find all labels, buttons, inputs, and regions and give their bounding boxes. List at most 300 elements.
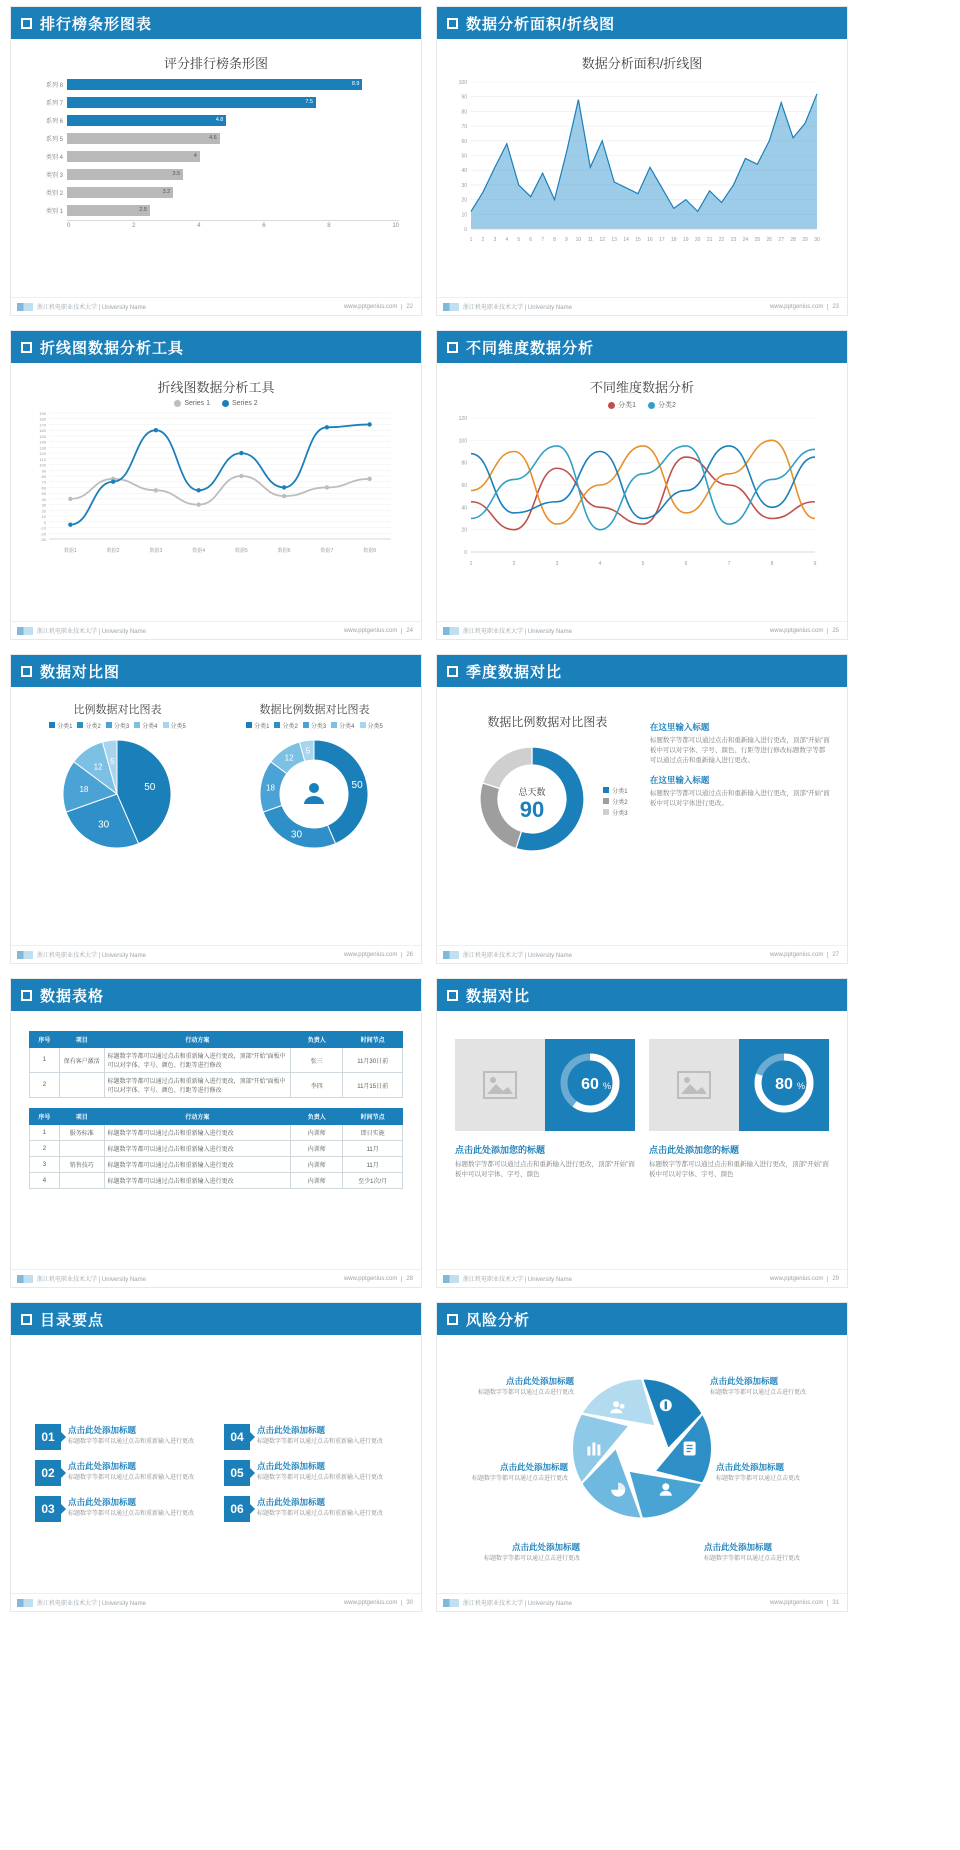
table-header-cell: 项目: [59, 1109, 104, 1125]
legend-item: 分类1: [246, 721, 269, 730]
slide-footer: [437, 1269, 847, 1287]
school-logo-icon: [443, 951, 459, 959]
table-cell: 4: [30, 1173, 60, 1189]
axis-tick: 6: [262, 223, 266, 229]
svg-text:40: 40: [41, 496, 46, 502]
pie-row: [19, 697, 413, 859]
slide-data-comparison-pies: [10, 654, 422, 964]
square-icon: [447, 18, 458, 29]
svg-text:90: 90: [520, 797, 545, 822]
slide-footer: [11, 945, 421, 963]
footer-org: 浙江机电职业技术大学 | University Name: [37, 1601, 146, 1607]
square-icon: [21, 18, 32, 29]
table-cell: 内训师: [291, 1157, 343, 1173]
square-icon: [21, 666, 32, 677]
svg-text:120: 120: [39, 451, 46, 457]
slide-header: [11, 655, 421, 687]
table-header-cell: 时间节点: [343, 1032, 403, 1048]
bar-chart: [19, 76, 413, 229]
slide-risk-analysis: [436, 1302, 848, 1612]
table-cell: 至少1次/月: [343, 1173, 403, 1189]
table-cell: 内训师: [291, 1125, 343, 1141]
progress-ring-wrap: [739, 1039, 829, 1131]
svg-text:40: 40: [461, 505, 467, 512]
footer-right: [770, 1600, 839, 1606]
bar-category: 类别 1: [45, 208, 63, 215]
svg-text:7: 7: [541, 237, 544, 243]
table-cell: 标题数字等都可以通过点击和重新输入进行更改: [104, 1125, 291, 1141]
pie-legend: [23, 721, 212, 730]
table-cell: 销售技巧: [59, 1157, 104, 1173]
catalog-grid: [19, 1410, 413, 1522]
svg-text:数据3: 数据3: [149, 548, 163, 554]
svg-text:70: 70: [461, 124, 467, 131]
chart-title: 数据比例数据对比图表: [487, 715, 608, 729]
area-chart: [445, 76, 839, 256]
bar-fill: [67, 151, 200, 162]
school-logo-icon: [17, 1275, 33, 1283]
svg-text:190: 190: [39, 411, 46, 416]
slide-header: [11, 7, 421, 39]
risk-label-6: [704, 1541, 819, 1564]
table-header-row: [30, 1109, 403, 1125]
svg-text:4: 4: [505, 237, 509, 243]
footer-org: 浙江机电职业技术大学 | University Name: [463, 953, 572, 959]
bar-fill: [67, 133, 220, 144]
legend-item: 分类2: [77, 721, 100, 730]
svg-text:70: 70: [41, 479, 46, 485]
bar-category: 系列 5: [45, 136, 63, 143]
svg-text:29: 29: [802, 237, 808, 243]
svg-text:17: 17: [659, 237, 665, 243]
slide-footer: [437, 297, 847, 315]
bar-track: [67, 151, 399, 162]
svg-text:6: 6: [684, 561, 688, 567]
chart-title: 数据比例数据对比图表: [259, 704, 370, 716]
footer-left: [443, 626, 572, 635]
svg-text:80: 80: [775, 1075, 793, 1093]
table-cell: 标题数字等都可以通过点击和重新输入进行更改，顶部“开始”面板中可以对字体、字号、颜色、行距等进行修改: [104, 1048, 291, 1073]
catalog-body: 标题数字等都可以通过点击和重新输入进行更改: [257, 1511, 384, 1517]
svg-text:16: 16: [647, 237, 653, 243]
data-table-2: [29, 1108, 403, 1189]
bar-value: 3.2: [162, 188, 171, 195]
slide-title: 排行榜条形图表: [40, 15, 153, 33]
svg-text:12: 12: [599, 237, 606, 243]
risk-label-text: 标题数字等都可以通过点击进行更改: [483, 1556, 580, 1562]
svg-text:3: 3: [555, 561, 559, 567]
slide-title: 数据对比: [466, 987, 531, 1005]
slide-data-tables: [10, 978, 422, 1288]
footer-site: www.pptgenius.com: [769, 303, 824, 310]
footer-right: [344, 1600, 413, 1606]
table-row: [30, 1048, 403, 1073]
svg-text:-10: -10: [40, 525, 46, 531]
svg-text:21: 21: [706, 237, 713, 243]
svg-text:1: 1: [469, 237, 473, 243]
slide-footer: [11, 297, 421, 315]
slide-ranking-bar: [10, 6, 422, 316]
svg-text:30: 30: [98, 819, 110, 831]
catalog-body: 标题数字等都可以通过点击和重新输入进行更改: [68, 1475, 195, 1481]
bar-value: 7.5: [305, 98, 313, 105]
risk-label-2: [710, 1375, 825, 1398]
school-logo-icon: [17, 627, 33, 635]
svg-text:11: 11: [587, 237, 593, 243]
bar-value: 4.8: [215, 116, 224, 123]
slide-body: [11, 1011, 421, 1269]
risk-label-title: 点击此处添加标题: [499, 1462, 568, 1472]
table-cell: 11月15日前: [343, 1073, 403, 1098]
table-cell: 李四: [291, 1073, 343, 1098]
page-number: 30: [401, 1600, 413, 1606]
slide-progress-compare: [436, 978, 848, 1288]
bar-track: [67, 133, 399, 144]
footer-site: www.pptgenius.com: [343, 1275, 398, 1282]
chart-title: 折线图数据分析工具: [157, 380, 275, 395]
risk-diagram: [445, 1339, 839, 1593]
bar-category: 类别 4: [45, 154, 63, 161]
svg-text:数据7: 数据7: [320, 548, 334, 554]
slide-area-chart: [436, 6, 848, 316]
footer-site: www.pptgenius.com: [343, 303, 398, 310]
slide-title: 目录要点: [40, 1311, 105, 1329]
axis-tick: 0: [67, 223, 71, 229]
page-number: 31: [827, 1600, 839, 1606]
line-chart: [19, 409, 413, 564]
catalog-title: 点击此处添加标题: [257, 1461, 326, 1471]
page-number: 27: [827, 952, 839, 958]
svg-text:30: 30: [291, 829, 303, 841]
catalog-item[interactable]: [224, 1424, 397, 1450]
table-header-cell: 负责人: [291, 1032, 343, 1048]
footer-org: 浙江机电职业技术大学 | University Name: [463, 629, 572, 635]
bar-row: [33, 76, 399, 92]
bar-category: 系列 6: [45, 118, 63, 125]
slide-title: 折线图数据分析工具: [40, 339, 185, 357]
bar-axis: [67, 220, 399, 229]
table-header-cell: 时间节点: [343, 1109, 403, 1125]
bar-track: [67, 79, 399, 90]
square-icon: [21, 990, 32, 1001]
donut-legend: [220, 721, 409, 730]
table-cell: 2: [30, 1141, 60, 1157]
svg-text:60: 60: [581, 1075, 599, 1093]
legend-item: 分类1: [49, 721, 72, 730]
school-logo-icon: [443, 627, 459, 635]
svg-text:50: 50: [41, 491, 46, 497]
table-cell: 服务标准: [59, 1125, 104, 1141]
svg-text:170: 170: [39, 422, 46, 428]
risk-label-title: 点击此处添加标题: [505, 1376, 574, 1386]
svg-text:50: 50: [461, 153, 467, 160]
table-cell: 张三: [291, 1048, 343, 1073]
page-number: 28: [401, 1276, 413, 1282]
footer-left: [443, 1598, 572, 1607]
svg-text:18: 18: [79, 784, 89, 794]
slide-header: [437, 979, 847, 1011]
table-header-cell: 项目: [59, 1032, 104, 1048]
school-logo-icon: [17, 951, 33, 959]
svg-text:25: 25: [754, 237, 761, 243]
catalog-number: 03: [35, 1496, 61, 1522]
card-text: [649, 1143, 829, 1180]
multi-line-chart: [445, 412, 839, 577]
catalog-text: [68, 1496, 194, 1522]
bar-value: 4: [193, 152, 197, 159]
bar-row: [33, 166, 399, 182]
table-row: [30, 1157, 403, 1173]
table-header-row: [30, 1032, 403, 1048]
catalog-item[interactable]: [35, 1496, 208, 1522]
svg-text:10: 10: [461, 212, 467, 219]
table-cell: 内训师: [291, 1141, 343, 1157]
bar-track: [67, 205, 399, 216]
page-number: 23: [827, 304, 839, 310]
svg-text:12: 12: [94, 762, 104, 772]
page-number: 29: [827, 1276, 839, 1282]
slide-title: 数据表格: [40, 987, 105, 1005]
card-title: 点击此处添加您的标题: [649, 1145, 740, 1155]
svg-text:28: 28: [790, 237, 796, 243]
table-header-cell: 行动方案: [104, 1109, 291, 1125]
svg-text:20: 20: [461, 527, 467, 534]
card-title: 点击此处添加您的标题: [455, 1145, 546, 1155]
square-icon: [447, 990, 458, 1001]
svg-text:22: 22: [718, 237, 725, 243]
catalog-body: 标题数字等都可以通过点击和重新输入进行更改: [68, 1439, 195, 1445]
svg-text:160: 160: [39, 428, 46, 434]
donut-chart: [220, 734, 409, 859]
legend-item: 分类4: [134, 721, 157, 730]
table-cell: [59, 1141, 104, 1157]
svg-text:数据6: 数据6: [277, 548, 291, 554]
catalog-number: 01: [35, 1424, 61, 1450]
card-row: [455, 1039, 829, 1131]
pinwheel-icon: [557, 1363, 727, 1538]
catalog-body: 标题数字等都可以通过点击和重新输入进行更改: [257, 1439, 384, 1445]
footer-org: 浙江机电职业技术大学 | University Name: [37, 1277, 146, 1283]
svg-text:24: 24: [742, 237, 749, 243]
footer-site: www.pptgenius.com: [343, 951, 398, 958]
legend-item: 分类3: [603, 808, 627, 817]
slide-header: [437, 7, 847, 39]
footer-site: www.pptgenius.com: [769, 1599, 824, 1606]
svg-text:50: 50: [144, 782, 156, 794]
svg-text:3: 3: [493, 237, 497, 243]
bar-category: 系列 8: [45, 82, 63, 89]
table-cell: 3: [30, 1157, 60, 1173]
donut-with-legend: [445, 734, 650, 869]
footer-site: www.pptgenius.com: [343, 627, 398, 634]
legend-label: 分类2: [658, 402, 676, 409]
table-cell: 11月: [343, 1141, 403, 1157]
svg-text:2: 2: [512, 561, 516, 567]
catalog-item[interactable]: [35, 1424, 208, 1450]
svg-text:100: 100: [458, 80, 467, 86]
table-cell: [59, 1073, 104, 1098]
risk-label-text: 标题数字等都可以通过点击更改: [716, 1476, 801, 1482]
footer-left: [443, 1274, 572, 1283]
svg-text:2: 2: [481, 237, 485, 243]
bar-category: 类别 2: [45, 190, 63, 197]
slide-body: [437, 1011, 847, 1269]
catalog-title: 点击此处添加标题: [68, 1497, 137, 1507]
slide-title: 季度数据对比: [466, 663, 563, 681]
svg-text:0: 0: [464, 227, 467, 233]
legend-item: 分类2: [603, 797, 627, 806]
svg-text:15: 15: [635, 237, 641, 243]
bar-fill: [67, 79, 362, 90]
slide-title: 风险分析: [466, 1311, 531, 1329]
svg-text:0: 0: [43, 519, 46, 525]
footer-left: [443, 950, 572, 959]
slide-header: [437, 1303, 847, 1335]
catalog-item[interactable]: [224, 1496, 397, 1522]
risk-label-text: 标题数字等都可以通过点击进行更改: [704, 1556, 801, 1562]
svg-text:10: 10: [575, 237, 582, 243]
table-cell: 1: [30, 1125, 60, 1141]
image-placeholder: [455, 1039, 545, 1131]
school-logo-icon: [17, 303, 33, 311]
table-cell: 保有客户激活: [59, 1048, 104, 1073]
footer-site: www.pptgenius.com: [769, 1275, 824, 1282]
risk-label-title: 点击此处添加标题: [704, 1542, 773, 1552]
legend-label: Series 1: [184, 400, 210, 407]
bar-value: 8.9: [351, 80, 360, 87]
slide-footer: [437, 621, 847, 639]
page-number: 24: [401, 628, 413, 634]
svg-text:30: 30: [461, 182, 467, 189]
svg-text:9: 9: [813, 561, 817, 567]
block-title: 在这里输入标题: [649, 722, 710, 732]
image-placeholder: [649, 1039, 739, 1131]
svg-text:18: 18: [266, 783, 276, 793]
bar-value: 2.5: [139, 206, 147, 213]
slide-header: [11, 331, 421, 363]
catalog-body: 标题数字等都可以通过点击和重新输入进行更改: [257, 1475, 384, 1481]
footer-left: [17, 1274, 146, 1283]
risk-label-title: 点击此处添加标题: [511, 1542, 580, 1552]
svg-text:100: 100: [458, 438, 467, 445]
catalog-item[interactable]: [35, 1460, 208, 1486]
donut-legend: [603, 784, 627, 819]
axis-tick: 8: [327, 223, 331, 229]
svg-text:8: 8: [553, 237, 556, 243]
school-logo-icon: [443, 1275, 459, 1283]
catalog-text: [68, 1424, 194, 1450]
pie-column-right: [220, 697, 409, 859]
slide-line-tool: [10, 330, 422, 640]
risk-label-4: [716, 1461, 831, 1484]
legend-item: [174, 400, 210, 407]
image-icon: [677, 1071, 711, 1099]
school-logo-icon: [17, 1599, 33, 1607]
block-text: 标题数字等都可以通过点击和重新输入进行更改，顶部“开始”面板中可以对字体、字号、颜色、行距等进行修改标题数字等都可以通过点击和重新输入进行更改。: [649, 737, 830, 765]
compare-card: [649, 1039, 829, 1131]
slide-body: [11, 1335, 421, 1593]
svg-text:110: 110: [39, 456, 46, 462]
svg-text:5: 5: [110, 756, 116, 766]
svg-text:120: 120: [458, 416, 467, 422]
svg-text:130: 130: [39, 445, 46, 451]
svg-text:8: 8: [770, 561, 774, 567]
bar-row: [33, 202, 399, 218]
table-cell: 11月30日前: [343, 1048, 403, 1073]
bar-value: 4.6: [209, 134, 217, 141]
legend-item: 分类5: [360, 721, 383, 730]
slide-body: [437, 363, 847, 621]
svg-text:4: 4: [598, 561, 602, 567]
bar-track: [67, 187, 399, 198]
table-header-cell: 序号: [30, 1109, 60, 1125]
svg-text:数据5: 数据5: [234, 548, 248, 554]
quarter-right: [650, 713, 831, 945]
table-header-cell: 序号: [30, 1032, 60, 1048]
bar-track: [67, 115, 399, 126]
bar-fill: [67, 187, 173, 198]
slide-footer: [437, 945, 847, 963]
svg-text:%: %: [796, 1080, 806, 1091]
square-icon: [21, 1314, 32, 1325]
svg-text:90: 90: [461, 94, 467, 101]
chart-legend: [445, 400, 839, 410]
quarter-left: [445, 713, 650, 945]
svg-text:50: 50: [352, 780, 364, 792]
footer-right: [770, 628, 839, 634]
catalog-item[interactable]: [224, 1460, 397, 1486]
risk-label-title: 点击此处添加标题: [710, 1376, 779, 1386]
footer-left: [17, 950, 146, 959]
square-icon: [21, 342, 32, 353]
svg-text:%: %: [602, 1080, 612, 1091]
svg-text:80: 80: [461, 460, 467, 467]
bar-track: [67, 169, 399, 180]
footer-left: [17, 1598, 146, 1607]
svg-text:140: 140: [39, 439, 46, 445]
svg-text:60: 60: [41, 485, 46, 491]
school-logo-icon: [443, 1599, 459, 1607]
svg-text:180: 180: [39, 416, 46, 422]
footer-org: 浙江机电职业技术大学 | University Name: [463, 1601, 572, 1607]
svg-text:20: 20: [694, 237, 701, 243]
axis-tick: 4: [197, 223, 201, 229]
block-text: 标题数字等都可以通过点击和重新输入进行更改，顶部“开始”面板中可以对字体进行更改。: [649, 790, 830, 808]
footer-right: [770, 1276, 839, 1282]
slide-footer: [11, 1593, 421, 1611]
svg-text:数据2: 数据2: [106, 548, 120, 554]
svg-text:13: 13: [611, 237, 617, 243]
slide-quarterly: [436, 654, 848, 964]
slide-title: 数据对比图: [40, 663, 121, 681]
svg-text:14: 14: [623, 237, 629, 243]
legend-item: [608, 400, 636, 410]
svg-text:-20: -20: [40, 531, 46, 537]
svg-text:60: 60: [461, 483, 467, 489]
footer-right: [344, 1276, 413, 1282]
legend-item: 分类3: [303, 721, 326, 730]
compare-card: [455, 1039, 635, 1131]
footer-left: [17, 626, 146, 635]
page-number: 22: [401, 304, 413, 310]
progress-ring: [746, 1045, 822, 1126]
catalog-text: [257, 1496, 383, 1522]
catalog-number: 05: [224, 1460, 250, 1486]
catalog-text: [68, 1460, 194, 1486]
slide-header: [11, 1303, 421, 1335]
risk-label-text: 标题数字等都可以通过点击进行更改: [477, 1390, 574, 1396]
slide-title: 不同维度数据分析: [466, 339, 595, 357]
